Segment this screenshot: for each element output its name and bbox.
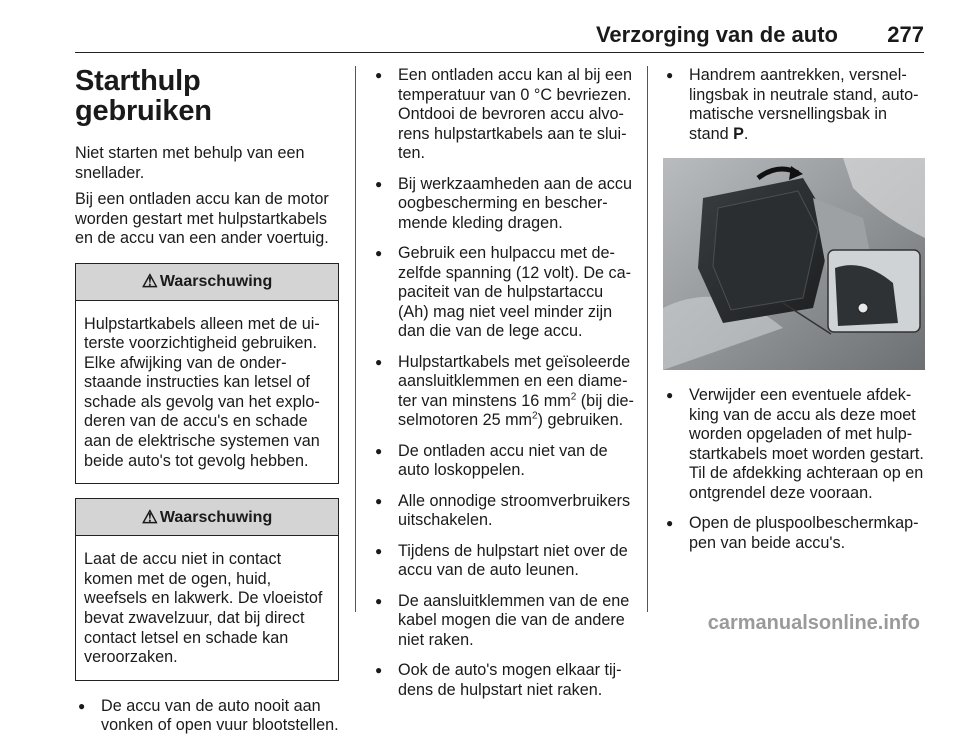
list-item: ● Open de pluspoolbeschermkappen van beide accu's. xyxy=(663,514,925,553)
column-1 xyxy=(75,66,339,747)
list-item xyxy=(372,353,635,431)
list-item: ● Verwijder een eventuele afdekking van de accu als deze moet worden opgeladen of met hulpstartkabels moet worden gestart. Til de afdekking achteraan op en ontgrendel deze vooraan. xyxy=(663,386,925,503)
list-item: ● Tijdens de hulpstart niet over de accu van de auto leunen. xyxy=(372,542,635,581)
warning-label: Waarschuwing xyxy=(159,272,273,290)
list-item: ● Alle onnodige stroomverbruikers uitschakelen. xyxy=(372,492,635,531)
column-3 xyxy=(663,66,925,564)
intro-paragraph: Niet starten met behulp van een snellader. xyxy=(75,144,305,182)
superscript: 2 xyxy=(570,391,577,403)
bullet-list xyxy=(372,66,635,700)
list-item: ● Ook de auto's mogen elkaar tijdens de hulpstart niet raken. xyxy=(372,661,635,700)
warning-header xyxy=(76,499,338,536)
list-item-text: Handrem aantrekken, versnellingsbak in neutrale stand, automatische versnellingsbak in stand xyxy=(689,66,919,143)
list-item: ● Gebruik een hulpaccu met dezelfde spanning (12 volt). De capaciteit van de hulpstartaccu (Ah) mag niet veel minder zijn dan die van de lege accu. xyxy=(372,244,635,342)
warning-header xyxy=(76,264,338,301)
column-divider xyxy=(647,66,648,612)
battery-cover-illustration xyxy=(663,158,925,370)
superscript: 2 xyxy=(532,410,538,422)
warning-text: Laat de accu niet in contact komen met de ogen, huid, weefsels en lakwerk. De vloeistof bevat zwavelzuur, dat bij direct contact letsel en schade kan veroorzaken. xyxy=(84,550,323,667)
bullet-list xyxy=(663,386,925,553)
bullet-list xyxy=(75,697,339,736)
section-title: Starthulp gebruiken xyxy=(75,65,212,127)
list-item: ● De ontladen accu niet van de auto loskoppelen. xyxy=(372,442,635,481)
warning-box xyxy=(75,263,339,485)
warning-icon: ⚠ xyxy=(141,270,158,291)
warning-icon: ⚠ xyxy=(141,506,158,527)
warning-label: Waarschuwing xyxy=(159,508,273,526)
list-item-text: (bij dieselmotoren 25 mm xyxy=(398,391,634,429)
column-2 xyxy=(372,66,635,711)
column-divider xyxy=(355,66,356,612)
intro-paragraph: Bij een ontladen accu kan de motor worden gestart met hulpstartkabels en de accu van een ander voertuig. xyxy=(75,190,329,247)
header-title: Verzorging van de auto xyxy=(595,22,838,47)
warning-text: Hulpstartkabels alleen met de uiterste voorzichtigheid gebruiken. Elke afwijking van de onderstaande instructies kan letsel of schade als gevolg van het exploderen van de accu's en schade aan de elektrische systemen van beide auto's tot gevolg hebben. xyxy=(84,314,320,470)
list-item-text: . xyxy=(743,124,749,143)
list-item-text: Hulpstartkabels met geïsoleerde aansluitklemmen en een diameter van minstens 16 mm xyxy=(398,352,631,410)
list-item: ● Een ontladen accu kan al bij een temperatuur van 0 °C bevriezen. Ontdooi de bevroren accu alvorens hulpstartkabels aan te sluiten. xyxy=(372,66,635,164)
page-header xyxy=(75,0,924,53)
list-item: ● Bij werkzaamheden aan de accu oogbescherming en beschermende kleding dragen. xyxy=(372,175,635,234)
list-item: ● De aansluitklemmen van de ene kabel mogen die van de andere niet raken. xyxy=(372,592,635,651)
list-item-text: ) gebruiken. xyxy=(537,411,624,429)
list-item: ● De accu van de auto nooit aan vonken of open vuur blootstellen. xyxy=(75,697,339,736)
page-number: 277 xyxy=(887,22,924,47)
warning-box xyxy=(75,498,339,681)
bullet-list xyxy=(663,66,925,144)
watermark: carmanualsonline.info xyxy=(707,612,920,634)
battery-cover-photo xyxy=(663,158,925,370)
gear-position-label: P xyxy=(733,124,744,143)
list-item xyxy=(663,66,925,144)
